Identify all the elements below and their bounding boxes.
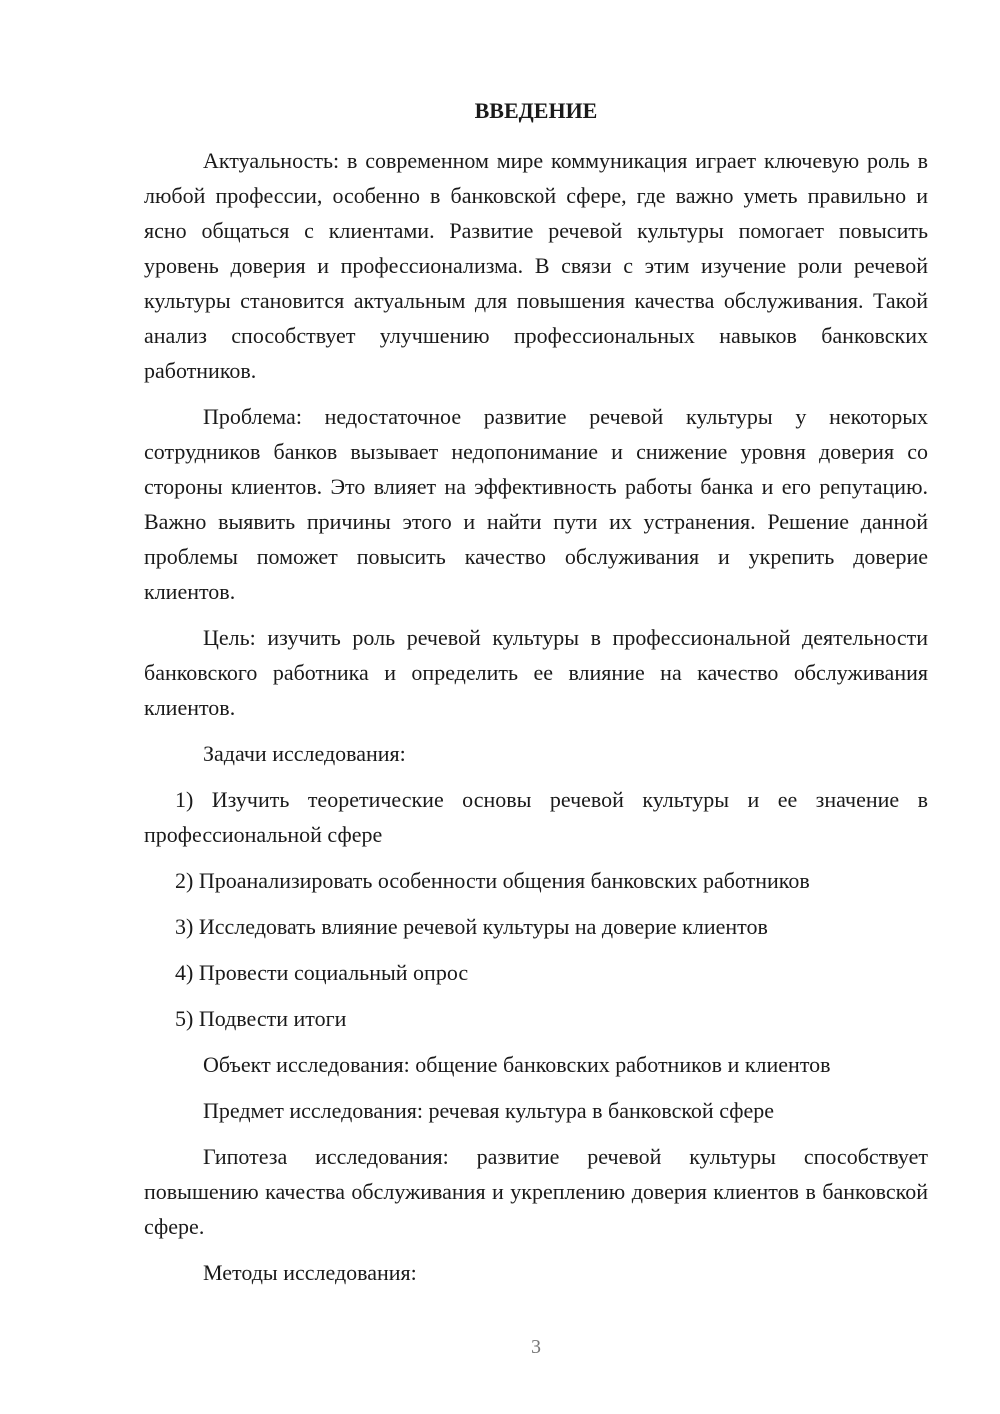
page-title: ВВЕДЕНИЕ <box>474 98 598 123</box>
task-item: 4) Провести социальный опрос <box>175 960 469 985</box>
paragraph-subject: Предмет исследования: речевая культура в банковской сфере <box>203 1098 775 1123</box>
paragraph-methods: Методы исследования: <box>203 1260 417 1285</box>
paragraph-problem: Проблема: недостаточное развитие речевой культуры у некоторых сотрудников банков вызывает недопонимание и снижение уровня доверия со стороны клиентов. Это влияет на эффективность работы банка и его репутацию. Важно выявить причины этого и найти пути их устранения. Решение данной проблемы поможет повысить качество обслуживания и укрепить доверие клиентов. <box>144 404 928 604</box>
paragraph-relevance: Актуальность: в современном мире коммуникация играет ключевую роль в любой профессии, особенно в банковской сфере, где важно уметь правильно и ясно общаться с клиентами. Развитие речевой культуры помогает повысить уровень доверия и профессионализма. В связи с этим изучение роли речевой культуры становится актуальным для повышения качества обслуживания. Такой анализ способствует улучшению профессиональных навыков банковских работников. <box>144 148 928 383</box>
paragraph-tasks-heading: Задачи исследования: <box>203 741 406 766</box>
task-item: 2) Проанализировать особенности общения банковских работников <box>175 868 810 893</box>
task-item: 5) Подвести итоги <box>175 1006 347 1031</box>
paragraph-hypothesis: Гипотеза исследования: развитие речевой культуры способствует повышению качества обслуживания и укреплению доверия клиентов в банковской сфере. <box>144 1144 928 1239</box>
task-item: 3) Исследовать влияние речевой культуры на доверие клиентов <box>175 914 768 939</box>
paragraph-object: Объект исследования: общение банковских работников и клиентов <box>203 1052 831 1077</box>
page-number: 3 <box>531 1336 541 1358</box>
document-body <box>144 143 928 1301</box>
paragraph-goal: Цель: изучить роль речевой культуры в профессиональной деятельности банковского работника и определить ее влияние на качество обслуживания клиентов. <box>144 625 928 720</box>
task-item: 1) Изучить теоретические основы речевой культуры и ее значение в профессиональной сфере <box>144 787 928 847</box>
